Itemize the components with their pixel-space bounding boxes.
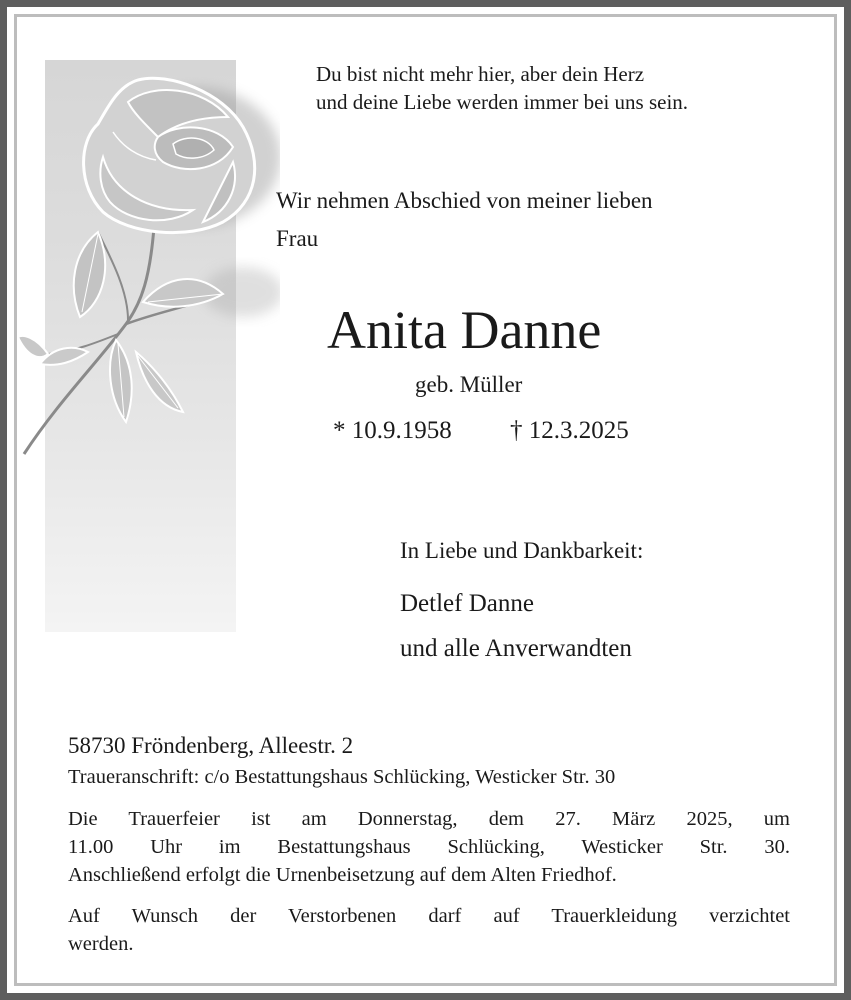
birth-date: * 10.9.1958 (333, 417, 452, 444)
dress-code-notice (68, 902, 790, 958)
mailing-address (68, 763, 790, 791)
mailing-address-line: Traueranschrift: c/o Bestattungshaus Schlücking, Westicker Str. 30 (68, 766, 616, 788)
farewell-line-2: Frau (276, 226, 319, 251)
maiden-name: geb. Müller (415, 372, 523, 397)
ceremony-notice (68, 805, 790, 889)
mourner-name: Detlef Danne (400, 590, 534, 617)
rose-icon (18, 62, 280, 462)
home-address: 58730 Fröndenberg, Alleestr. 2 (68, 733, 354, 758)
farewell-line-1: Wir nehmen Abschied von meiner lieben (276, 188, 653, 213)
dress-code-line-1: Auf Wunsch der Verstorbenen darf auf Trauerkleidung verzichtet (68, 905, 790, 927)
farewell-text (276, 182, 653, 258)
motto (316, 60, 688, 116)
death-date: † 12.3.2025 (510, 417, 629, 444)
motto-line-2: und deine Liebe werden immer bei uns sein. (316, 90, 689, 114)
mourners-intro: In Liebe und Dankbarkeit: (400, 538, 644, 563)
mourner-relatives: und alle Anverwandten (400, 635, 632, 662)
dress-code-line-2: werden. (68, 933, 134, 955)
ceremony-line-3: Anschließend erfolgt die Urnenbeisetzung auf dem Alten Friedhof. (68, 864, 617, 886)
ceremony-line-2: 11.00 Uhr im Bestattungshaus Schlücking, Westicker Str. 30. (68, 836, 790, 858)
motto-line-1: Du bist nicht mehr hier, aber dein Herz (316, 62, 645, 86)
deceased-name: Anita Danne (327, 300, 602, 360)
ceremony-line-1: Die Trauerfeier ist am Donnerstag, dem 27. März 2025, um (68, 808, 790, 830)
